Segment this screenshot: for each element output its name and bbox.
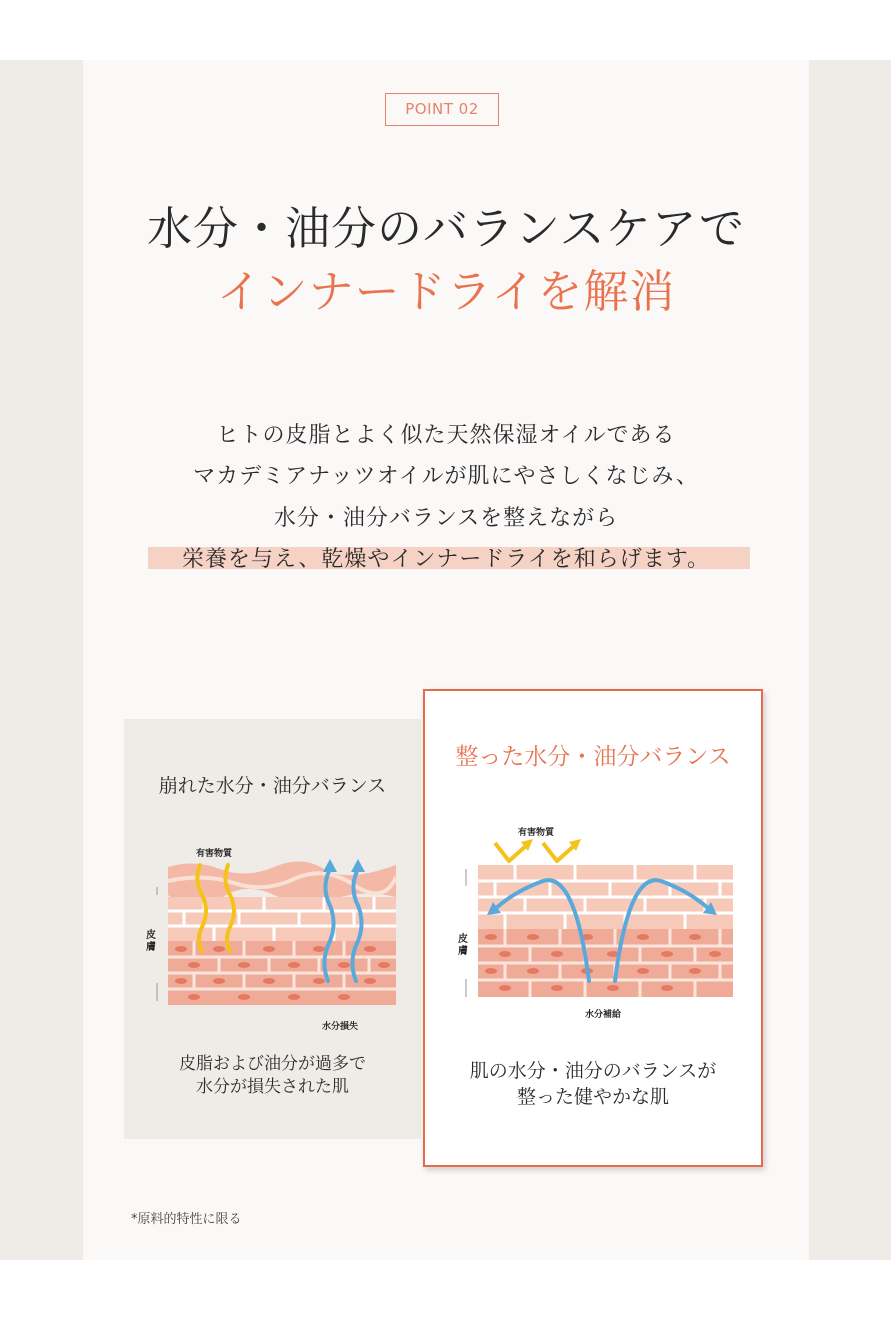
water-loss-label: 水分損失 — [322, 1022, 359, 1032]
description-line-3: 水分・油分バランスを整えながら — [273, 506, 619, 531]
balanced-skin-card — [423, 689, 763, 1167]
point-badge: POINT 02 — [385, 93, 499, 126]
headline-line-2: インナードライを解消 — [216, 265, 676, 318]
unbalanced-card-title: 崩れた水分・油分バランス — [158, 775, 387, 797]
skin-label: 皮膚 — [146, 930, 156, 953]
footnote: *原料的特性に限る — [131, 1212, 242, 1227]
description-line-4: 栄養を与え、乾燥やインナードライを和らげます。 — [182, 547, 710, 572]
unbalanced-skin-diagram — [124, 719, 421, 1139]
balanced-caption-line-2: 整った健やかな肌 — [516, 1086, 669, 1108]
balanced-card-title: 整った水分・油分バランス — [455, 744, 731, 770]
skin-label: 皮膚 — [458, 934, 468, 957]
unbalanced-caption-line-1: 皮脂および油分が過多で — [179, 1054, 366, 1074]
headline-line-1: 水分・油分のバランスケアで — [146, 202, 745, 255]
unbalanced-caption-line-2: 水分が損失された肌 — [196, 1077, 349, 1097]
description-line-2: マカデミアナッツオイルが肌にやさしくなじみ、 — [193, 464, 699, 489]
water-supply-label: 水分補給 — [585, 1010, 622, 1020]
harmful-substance-label: 有害物質 — [196, 849, 233, 859]
balanced-skin-diagram — [425, 691, 761, 1165]
description-line-1: ヒトの皮脂とよく似た天然保湿オイルである — [216, 423, 676, 448]
unbalanced-skin-card — [124, 719, 421, 1139]
balanced-caption-line-1: 肌の水分・油分のバランスが — [469, 1060, 717, 1082]
harmful-substance-label: 有害物質 — [518, 828, 555, 838]
